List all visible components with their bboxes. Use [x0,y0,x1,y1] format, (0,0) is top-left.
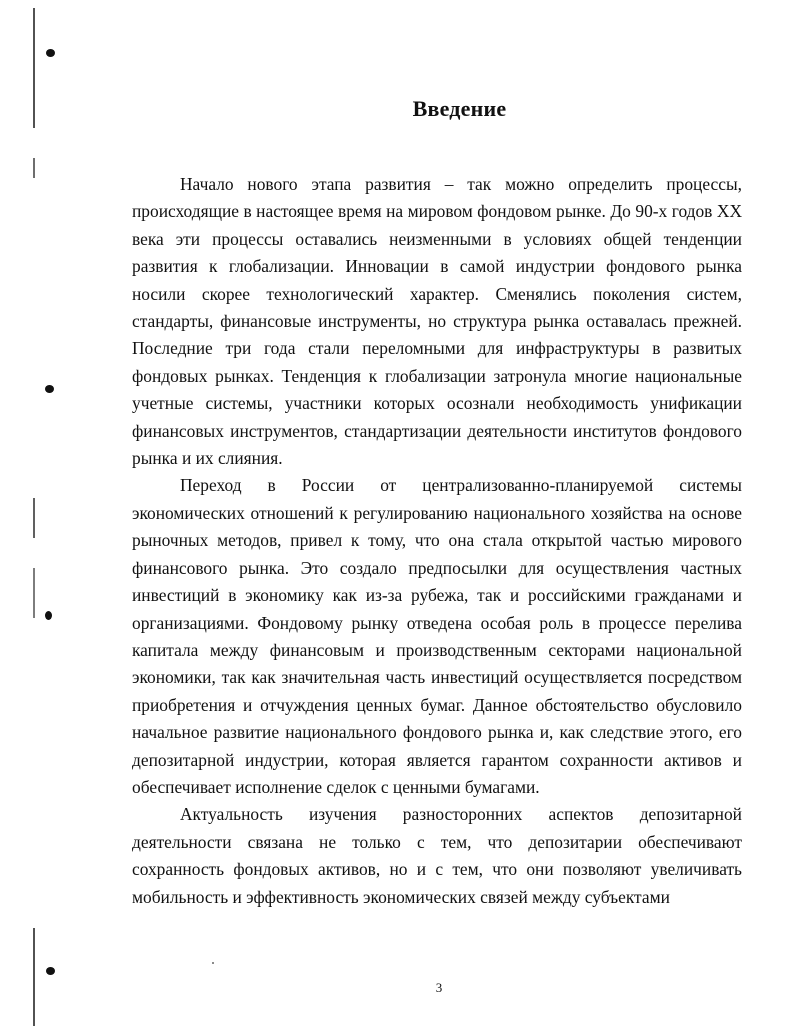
page-number: 3 [435,980,443,995]
punch-hole-mark [45,385,54,393]
paragraph: Актуальность изучения разносторонних аспектов депозитарной деятельности связана не только с тем, что депозитарии обеспечивают сохранность фондовых активов, но и с тем, что они позволяют увеличивать мобильность и эффективность экономических связей между субъектами [132,804,742,907]
scan-speck [212,962,214,964]
scan-margin-line [33,8,35,1026]
punch-hole-mark [46,967,55,975]
punch-hole-mark [45,611,52,620]
body-text [132,171,742,911]
paragraph: Начало нового этапа развития – так можно определить процессы, происходящие в настоящее время на мировом фондовом рынке. До 90-х годов XX века эти процессы оставались неизменными в условиях общей тенденции развития к глобализации. Инновации в самой индустрии фондового рынка носили скорее технологический характер. Сменялись поколения систем, стандарты, финансовые инструменты, но структура рынка оставалась прежней. Последние три года стали переломными для инфраструктуры в развитых фондовых рынках. Тенденция к глобализации затронула многие национальные учетные системы, участники которых осознали необходимость унификации финансовых инструментов, стандартизации деятельности институтов фондового рынка и их слияния. [132,174,742,469]
paragraph: Переход в России от централизованно-планируемой системы экономических отношений к регулированию национального хозяйства на основе рыночных методов, привел к тому, что она стала открытой частью мирового финансового рынка. Это создало предпосылки для осуществления частных инвестиций в экономику как из-за рубежа, так и российскими гражданами и организациями. Фондовому рынку отведена особая роль в процессе перелива капитала между финансовым и производственным секторами национальной экономики, так как значительная часть инвестиций осуществляется посредством приобретения и отчуждения ценных бумаг. Данное обстоятельство обусловило начальное развитие национального фондового рынка и, как следствие этого, его депозитарной индустрии, которая является гарантом сохранности активов и обеспечивает исполнение сделок с ценными бумагами. [132,475,742,797]
page-title: Введение [412,96,507,121]
punch-hole-mark [46,49,55,57]
